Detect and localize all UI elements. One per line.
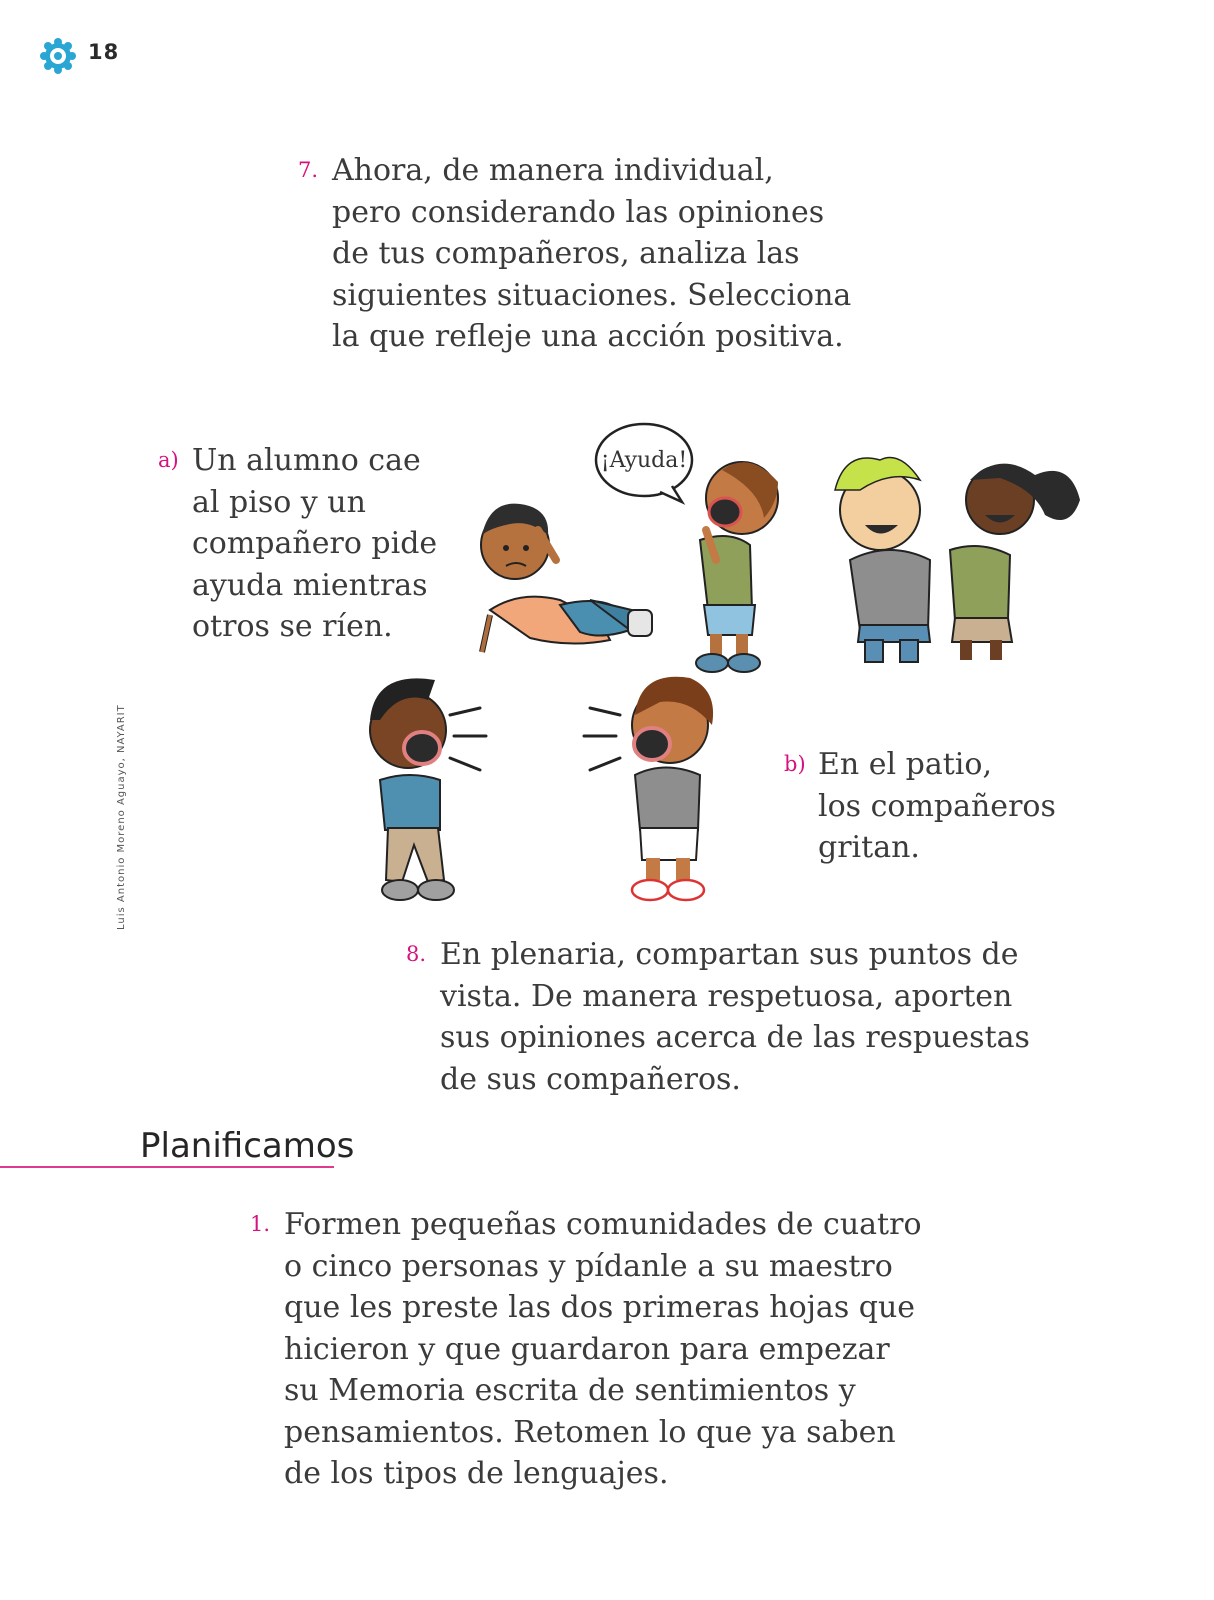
section-title: Planificamos (140, 1126, 355, 1166)
activity-8-line: En plenaria, compartan sus puntos de (440, 937, 1019, 972)
activity-7-line: de tus compañeros, analiza las (332, 236, 800, 271)
step-1-line: Formen pequeñas comunidades de cuatro (284, 1207, 922, 1242)
speech-bubble-text: ¡Ayuda! (600, 448, 688, 473)
speech-bubble (596, 424, 692, 502)
activity-7-line: la que refleje una acción positiva. (332, 319, 844, 354)
option-a-letter: a) (158, 448, 179, 472)
activity-7-number: 7. (298, 158, 319, 182)
activity-8-number: 8. (406, 942, 427, 966)
step-1-line: pensamientos. Retomen lo que ya saben (284, 1414, 896, 1450)
book-logo-icon (40, 38, 76, 74)
laughing-students-figure (835, 458, 1080, 663)
helper-student-figure (696, 462, 778, 672)
shouting-student-right (632, 677, 713, 900)
option-b (784, 744, 1056, 869)
fallen-student-figure (481, 504, 652, 652)
step-1 (250, 1204, 922, 1495)
step-1-line: de los tipos de lenguajes. (284, 1456, 669, 1491)
activity-8-line: de sus compañeros. (440, 1061, 741, 1097)
option-b-line: gritan. (818, 830, 920, 865)
step-1-line: su Memoria escrita de sentimientos y (284, 1373, 856, 1408)
page-number: 18 (88, 40, 120, 64)
illustration-situation-b (340, 660, 740, 920)
option-b-letter: b) (784, 752, 806, 776)
option-b-line: los compañeros (818, 788, 1056, 824)
option-a-line: otros se ríen. (192, 609, 393, 644)
section-rule (0, 1166, 334, 1168)
activity-8-line: sus opiniones acerca de las respuestas (440, 1020, 1030, 1055)
illustration-credit: Luis Antonio Moreno Aguayo, NAYARIT (116, 704, 127, 930)
activity-7-line: pero considerando las opiniones (332, 194, 825, 230)
step-1-line: hicieron y que guardaron para empezar (284, 1331, 890, 1367)
activity-8-line: vista. De manera respetuosa, aporten (440, 978, 1013, 1014)
option-a-line: Un alumno cae (192, 443, 421, 478)
option-a-line: compañero pide (192, 526, 438, 561)
step-1-number: 1. (250, 1212, 271, 1236)
option-a (158, 440, 438, 648)
step-1-line: que les preste las dos primeras hojas que (284, 1290, 916, 1325)
shout-lines-left (450, 708, 486, 770)
activity-8 (406, 934, 1030, 1100)
step-1-line: o cinco personas y pídanle a su maestro (284, 1248, 893, 1284)
option-a-line: ayuda mientras (192, 567, 428, 603)
illustration-situation-a (460, 420, 1100, 680)
option-b-line: En el patio, (818, 747, 992, 782)
activity-7-line: Ahora, de manera individual, (332, 153, 774, 188)
shout-lines-right (584, 708, 620, 770)
activity-7 (298, 150, 852, 358)
option-a-line: al piso y un (192, 484, 366, 520)
activity-7-line: siguientes situaciones. Selecciona (332, 277, 852, 313)
shouting-student-left (370, 678, 454, 900)
